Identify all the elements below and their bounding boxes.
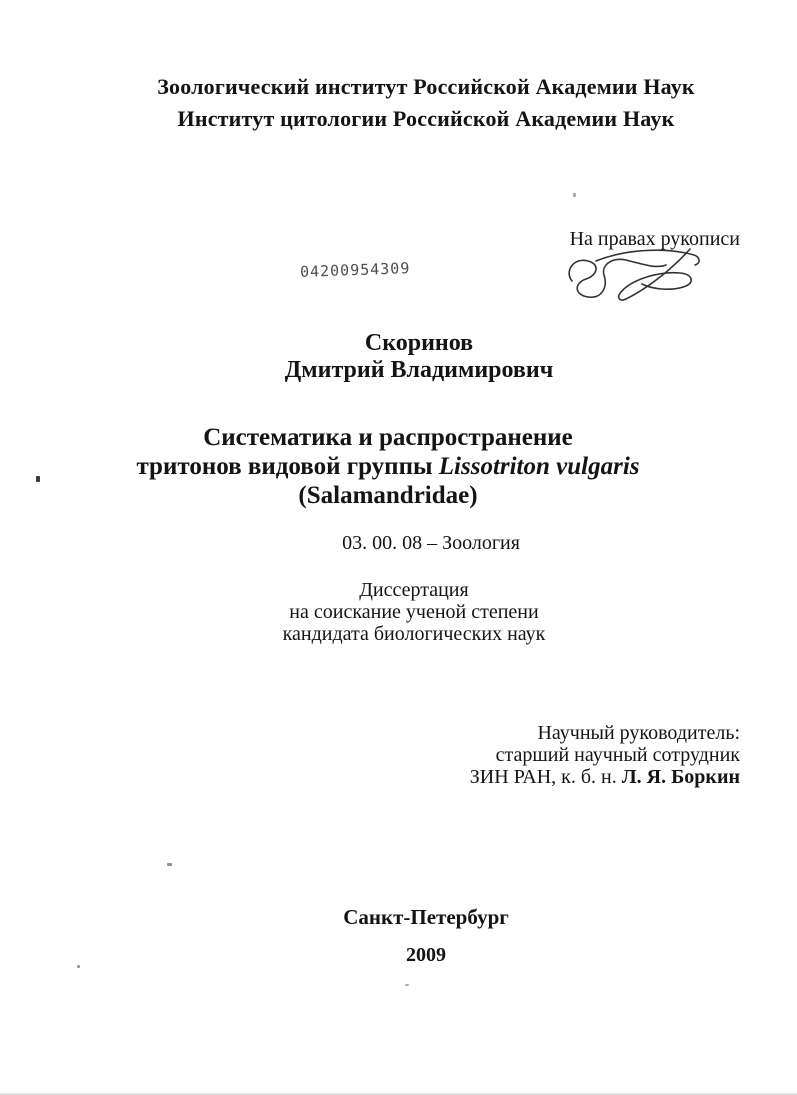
degree-line-3: кандидата биологических наук — [282, 623, 546, 645]
scan-speck — [573, 193, 576, 197]
scan-speck — [167, 863, 172, 866]
title-line-3: (Salamandridae) — [298, 482, 478, 509]
supervisor-affiliation: ЗИН РАН, к. б. н. — [469, 766, 622, 788]
specialty-code: 03. 00. 08 – Зоология — [342, 532, 520, 554]
manuscript-rights-note: На правах рукописи — [569, 228, 740, 250]
publication-year: 2009 — [406, 944, 446, 966]
title-species-name: Lissotriton vulgaris — [438, 453, 640, 480]
dissertation-title — [17, 423, 759, 510]
author-surname: Скоринов — [364, 330, 474, 356]
institutions-header — [55, 71, 797, 135]
author-given-names: Дмитрий Владимирович — [284, 357, 554, 383]
signature-scribble-icon — [562, 245, 742, 307]
title-line-2 — [17, 452, 759, 481]
title-line-2-text: тритонов видовой группы — [136, 453, 439, 480]
title-line-1: Систематика и распространение — [203, 424, 573, 451]
supervisor-line-1: Научный руководитель: — [537, 722, 740, 744]
supervisor-line-3 — [470, 766, 740, 788]
supervisor-line-2: старший научный сотрудник — [495, 744, 740, 766]
institution-line-1: Зоологический институт Российской Академии Наук — [157, 74, 695, 99]
publication-city: Санкт-Петербург — [343, 905, 509, 929]
supervisor-name: Л. Я. Боркин — [621, 766, 740, 788]
institution-line-2: Институт цитологии Российской Академии Наук — [177, 106, 675, 131]
scan-speck — [36, 476, 40, 482]
degree-statement — [43, 579, 785, 645]
degree-line-1: Диссертация — [359, 579, 469, 601]
supervisor-block — [470, 722, 740, 788]
inventory-stamp-number: 04200954309 — [299, 259, 411, 281]
scan-speck — [77, 965, 80, 968]
scan-speck — [405, 984, 409, 986]
degree-line-2: на соискание ученой степени — [289, 601, 539, 623]
handwritten-signature — [562, 245, 742, 307]
author-block — [48, 330, 790, 384]
